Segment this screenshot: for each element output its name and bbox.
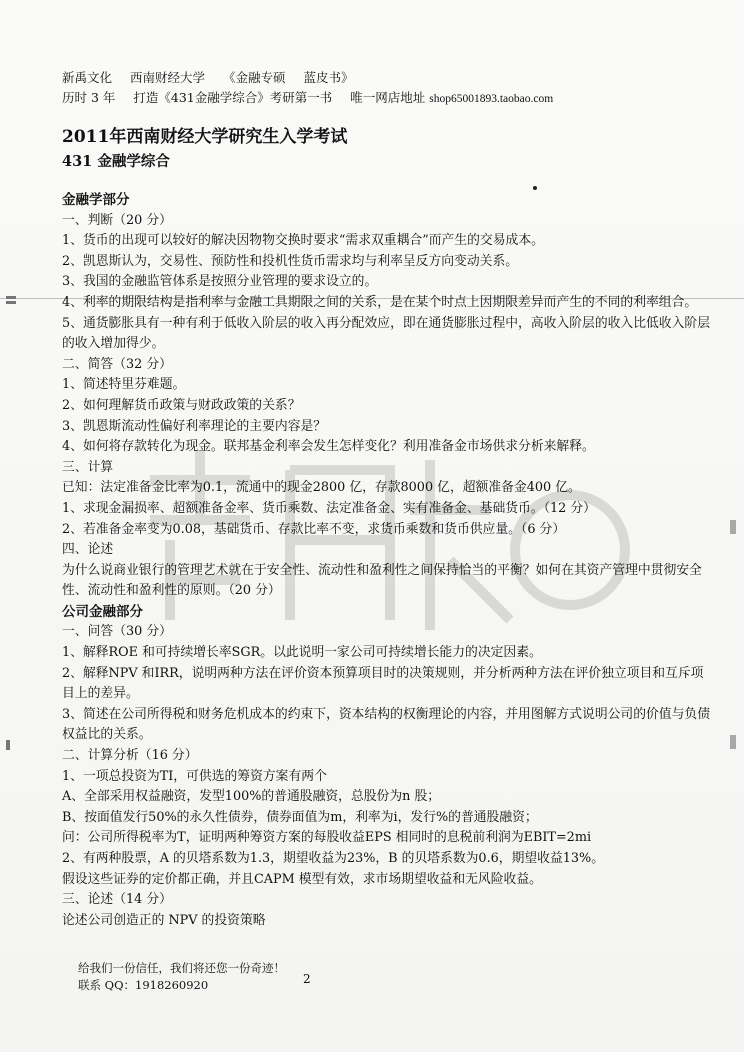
question-line: 2、若准备金率变为0.08，基础货币、存款比率不变，求货币乘数和货币供应量。（6 分）: [62, 521, 566, 537]
question-line: 问：公司所得税率为T，证明两种筹资方案的每股收益EPS 相同时的息税前利润为EBIT=2mi: [62, 830, 592, 846]
section-heading: 金融学部分: [62, 192, 130, 208]
header-shop-url: shop65001893.taobao.com: [429, 93, 554, 105]
question-line: 四、论述: [62, 542, 114, 558]
question-line: 1、解释ROE 和可持续增长率SGR。以此说明一家公司可持续增长能力的决定因素。: [62, 645, 542, 661]
question-line: 1、货币的出现可以较好的解决因物物交换时要求“需求双重耦合”而产生的交易成本。: [62, 233, 544, 249]
exam-subtitle: 431 金融学综合: [62, 153, 170, 170]
question-line: 3、凯恩斯流动性偏好利率理论的主要内容是？: [62, 418, 327, 434]
footer-qq-label: 联系 QQ：: [78, 978, 136, 992]
question-line: B、按面值发行50%的永久性债券，债券面值为m，利率为i，发行%的普通股融资；: [62, 809, 538, 825]
header-shop-label: 唯一网店地址: [350, 90, 426, 105]
header-book-sub: 蓝皮书》: [303, 70, 354, 85]
header-line-1: [62, 68, 567, 88]
question-line: 二、简答（32 分）: [62, 356, 172, 372]
header-slogan: 打造《431金融学综合》考研第一书: [133, 90, 333, 105]
footer-slogan: 给我们一份信任，我们将还您一份奇迹！: [78, 961, 285, 975]
scan-edge-mark: [6, 301, 16, 304]
question-line: 已知：法定准备金比率为0.1，流通中的现金2800 亿，存款8000 亿，超额准备金400 亿。: [62, 480, 581, 496]
scan-edge-mark: [6, 296, 16, 299]
question-line: 二、计算分析（16 分）: [62, 748, 198, 764]
question-line: 4、利率的期限结构是指利率与金融工具期限之间的关系，是在某个时点上因期限差异而产生的不同的利率组合。: [62, 294, 698, 310]
exam-content: [62, 190, 742, 931]
header-university: 西南财经大学: [130, 70, 206, 85]
question-line: A、全部采用权益融资，发型100%的普通股融资，总股份为n 股；: [62, 789, 441, 805]
question-line: 5、通货膨胀具有一种有利于低收入阶层的收入再分配效应，即在通货膨胀过程中，高收入阶层的收入比低收入阶层的收入增加得少。: [62, 315, 710, 352]
header-brand: 新禹文化: [62, 70, 113, 85]
page-number: 2: [303, 972, 311, 986]
question-line: 三、计算: [62, 459, 114, 475]
question-line: 3、简述在公司所得税和财务危机成本的约束下，资本结构的权衡理论的内容，并用图解方式说明公司的价值与负债权益比的关系。: [62, 706, 710, 743]
header-line-2: [62, 88, 567, 109]
question-line: 3、我国的金融监管体系是按照分业管理的要求设立的。: [62, 274, 378, 290]
question-line: 假设这些证券的定价都正确，并且CAPM 模型有效，求市场期望收益和无风险收益。: [62, 871, 542, 887]
page-footer: [78, 960, 285, 994]
question-line: 2、解释NPV 和IRR，说明两种方法在评价资本预算项目时的决策规则，并分析两种方法在评价独立项目和互斥项目上的差异。: [62, 665, 704, 702]
question-line: 三、论述（14 分）: [62, 892, 172, 908]
header-years: 历时 3 年: [62, 90, 116, 105]
scan-edge-mark: [6, 740, 10, 750]
question-line: 一、问答（30 分）: [62, 624, 172, 640]
question-line: 论述公司创造正的 NPV 的投资策略: [62, 912, 266, 928]
question-line: 2、如何理解货币政策与财政政策的关系？: [62, 397, 301, 413]
footer-qq-number: 1918260920: [135, 978, 209, 992]
question-line: 4、如何将存款转化为现金。联邦基金利率会发生怎样变化？利用准备金市场供求分析来解释。: [62, 439, 595, 455]
question-line: 一、判断（20 分）: [62, 212, 172, 228]
question-line: 1、一项总投资为TI，可供选的筹资方案有两个: [62, 768, 327, 784]
section-heading: 公司金融部分: [62, 603, 143, 620]
question-line: 1、简述特里芬难题。: [62, 377, 186, 393]
question-line: 2、凯恩斯认为，交易性、预防性和投机性货币需求均与利率呈反方向变动关系。: [62, 253, 519, 269]
question-line: 2、有两种股票，A 的贝塔系数为1.3，期望收益为23%，B 的贝塔系数为0.6，期望收益13%。: [62, 851, 605, 866]
page-header: [62, 68, 567, 109]
question-line: 1、求现金漏损率、超额准备金率、货币乘数、法定准备金、实有准备金、基础货币。（12 分）: [62, 500, 596, 516]
header-book: 《金融专硕: [223, 70, 286, 85]
exam-title: 2011年西南财经大学研究生入学考试: [62, 127, 348, 147]
question-line: 为什么说商业银行的管理艺术就在于安全性、流动性和盈利性之间保持恰当的平衡？如何在其资产管理中贯彻安全性、流动性和盈利性的原则。（20 分）: [62, 562, 702, 599]
footer-contact: [78, 977, 285, 994]
